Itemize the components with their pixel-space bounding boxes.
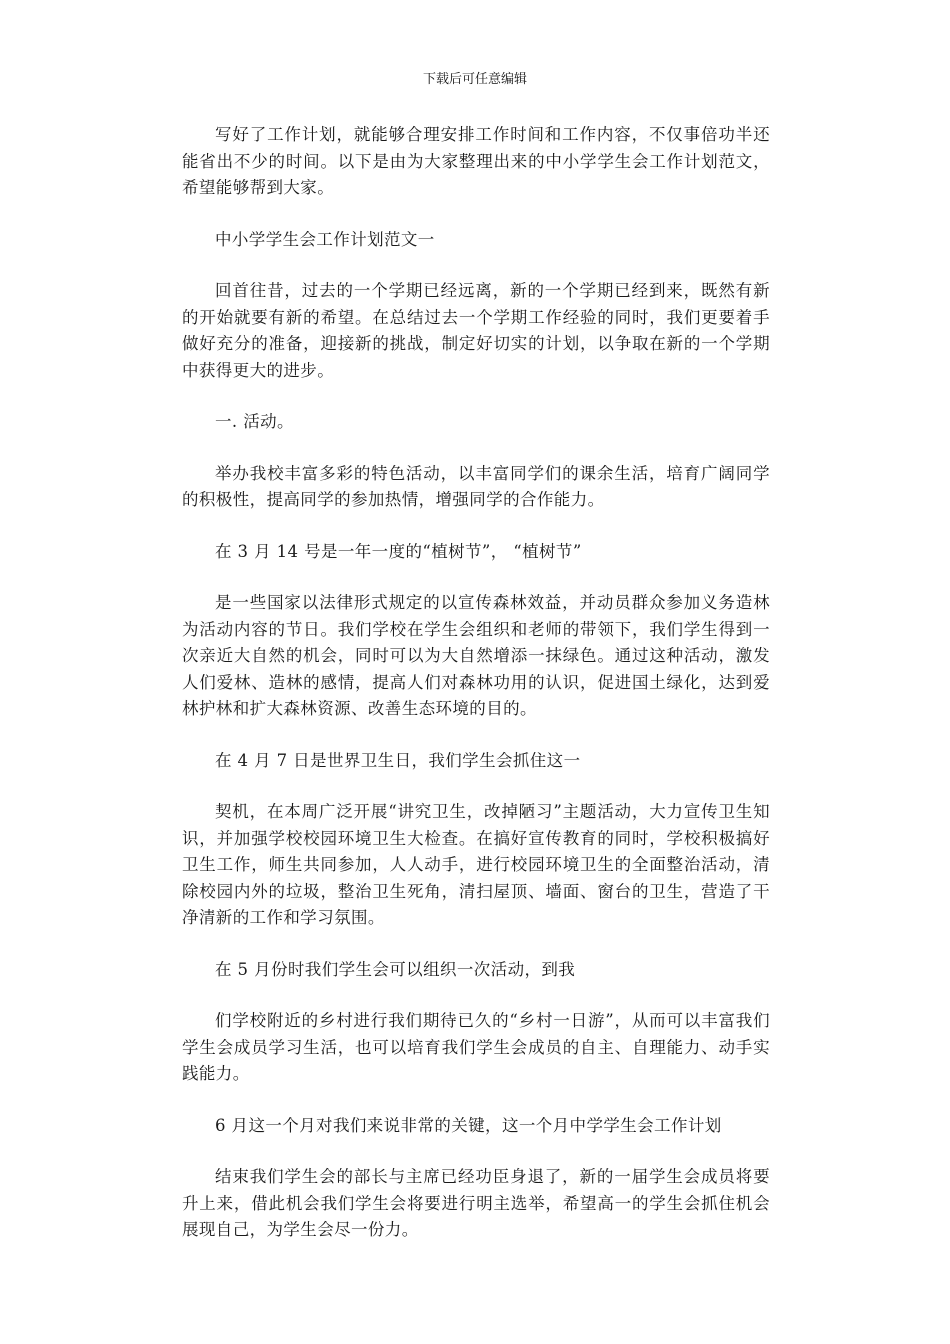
body-paragraph: 是一些国家以法律形式规定的以宣传森林效益，并动员群众参加义务造林为活动内容的节日。我们学校在学生会组织和老师的带领下，我们学生得到一次亲近大自然的机会，同时可以为大自然增添一抹绿色。通过这种活动，激发人们爱林、造林的感情，提高人们对森林功用的认识，促进国土绿化，达到爱林护林和扩大森林资源、改善生态环境的目的。 <box>182 593 770 718</box>
body-paragraph: 在 4 月 7 日是世界卫生日，我们学生会抓住这一 <box>215 750 581 770</box>
document-body <box>182 122 770 1269</box>
body-paragraph: 6 月这一个月对我们来说非常的关键，这一个月中学学生会工作计划 <box>215 1115 722 1135</box>
page-header: 下载后可任意编辑 <box>422 72 527 87</box>
body-paragraph: 结束我们学生会的部长与主席已经功臣身退了，新的一届学生会成员将要升上来，借此机会我们学生会将要进行明主选举，希望高一的学生会抓住机会展现自己，为学生会尽一份力。 <box>182 1167 770 1239</box>
body-paragraph: 们学校附近的乡村进行我们期待已久的“乡村一日游”，从而可以丰富我们学生会成员学习生活，也可以培育我们学生会成员的自主、自理能力、动手实践能力。 <box>182 1011 770 1083</box>
section-heading: 一. 活动。 <box>215 412 294 431</box>
section-title: 中小学学生会工作计划范文一 <box>215 229 435 249</box>
body-paragraph: 回首往昔，过去的一个学期已经远离，新的一个学期已经到来，既然有新的开始就要有新的希望。在总结过去一个学期工作经验的同时，我们更要着手做好充分的准备，迎接新的挑战，制定好切实的计划，以争取在新的一个学期中获得更大的进步。 <box>182 281 770 380</box>
body-paragraph: 契机，在本周广泛开展“讲究卫生，改掉陋习”主题活动，大力宣传卫生知识，并加强学校校园环境卫生大检查。在搞好宣传教育的同时，学校积极搞好卫生工作，师生共同参加，人人动手，进行校园环境卫生的全面整治活动，清除校园内外的垃圾，整治卫生死角，清扫屋顶、墙面、窗台的卫生，营造了干净清新的工作和学习氛围。 <box>182 802 770 927</box>
body-paragraph: 举办我校丰富多彩的特色活动，以丰富同学们的课余生活，培育广阔同学的积极性，提高同学的参加热情，增强同学的合作能力。 <box>182 463 770 509</box>
body-paragraph: 在 3 月 14 号是一年一度的“植树节”， “植树节” <box>215 541 582 561</box>
body-paragraph: 在 5 月份时我们学生会可以组织一次活动，到我 <box>215 959 576 979</box>
intro-paragraph: 写好了工作计划，就能够合理安排工作时间和工作内容，不仅事倍功半还能省出不少的时间。以下是由为大家整理出来的中小学学生会工作计划范文，希望能够帮到大家。 <box>182 125 770 197</box>
